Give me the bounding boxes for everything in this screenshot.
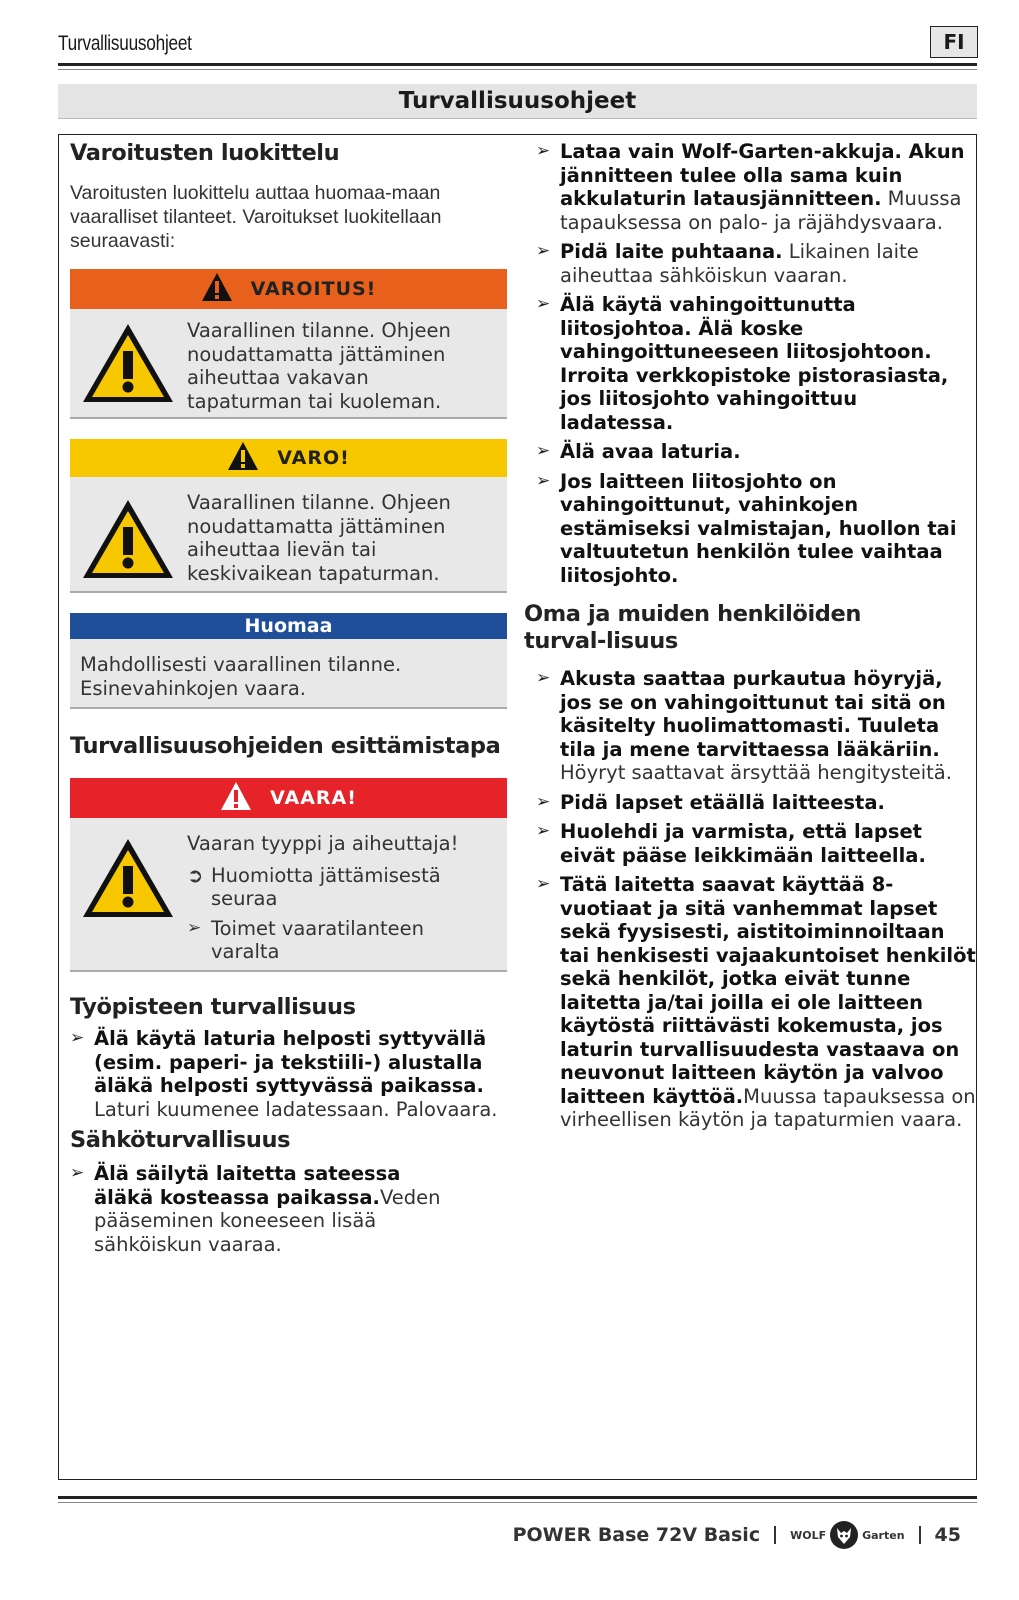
item-text: Veden pääseminen koneeseen lisää sähköiskun vaaraa. <box>94 1185 441 1256</box>
arrow-right-icon: ➲ <box>187 863 204 887</box>
warning-text <box>187 832 497 964</box>
item-bold: Pidä laite puhtaana. <box>560 240 783 263</box>
footer-separator <box>919 1526 921 1544</box>
item-bold: Huolehdi ja varmista, että lapset eivät pääse leikkimään laitteella. <box>560 820 926 867</box>
consequence-text: Huomiotta jättämisestä seuraa <box>211 863 441 910</box>
hazard-triangle-icon <box>80 321 176 409</box>
brand-left: WOLF <box>790 1528 827 1542</box>
brand-right: Garten <box>862 1528 905 1542</box>
electric-list <box>70 1162 460 1256</box>
brand-logo <box>790 1520 904 1550</box>
page-number: 45 <box>934 1524 961 1546</box>
warning-triangle-icon <box>227 441 259 476</box>
item-bold: Jos laitteen liitosjohto on vahingoittunut, vahinkojen estämiseksi valmistajan, huollon tai valtuutetun henkilön tulee vaihtaa liitosjohto. <box>560 469 957 587</box>
right-column <box>524 140 976 1138</box>
list-item <box>536 873 976 1132</box>
warning-header <box>70 439 507 477</box>
hazard-triangle-icon <box>80 497 176 585</box>
warning-header <box>70 778 507 818</box>
hazard-triangle-icon <box>80 836 176 924</box>
footer-rule-thin <box>58 1502 977 1503</box>
left-column <box>70 140 507 1262</box>
list-item <box>536 667 976 785</box>
header-rule-thin <box>58 69 977 70</box>
item-bold: Pidä lapset etäällä laitteesta. <box>560 790 885 814</box>
item-bold: Akusta saattaa purkautua höyryjä, jos se on vahingoittunut tai sitä on käsitelty huolimattomasti. Tuuleta tila ja mene tarvittaessa lääkäriin. <box>560 667 946 761</box>
list-item <box>536 293 976 434</box>
warning-body <box>70 477 507 593</box>
footer <box>513 1520 961 1550</box>
language-badge: FI <box>930 26 978 58</box>
warning-header <box>70 269 507 309</box>
warning-text: Vaarallinen tilanne. Ohjeen noudattamatta jättäminen aiheuttaa lievän tai keskivaikean tapaturman. <box>187 491 451 585</box>
notice-text: Mahdollisesti vaarallinen tilanne. Esinevahinkojen vaara. <box>70 639 507 709</box>
warning-box-vaara <box>70 778 507 972</box>
product-name: POWER Base 72V Basic <box>512 1524 761 1546</box>
classification-heading: Varoitusten luokittelu <box>70 140 340 166</box>
list-item <box>70 1027 507 1121</box>
warning-triangle-icon <box>201 272 233 307</box>
list-item <box>536 440 976 464</box>
consequence-line <box>187 864 497 911</box>
footer-separator <box>774 1526 776 1544</box>
section-title: Turvallisuusohjeet <box>58 84 977 119</box>
item-bold: Lataa vain Wolf-Garten-akkuja. Akun jännitteen tulee olla sama kuin akkulaturin latausjännitteen. <box>560 140 965 210</box>
arrowhead-icon: ➢ <box>187 917 202 938</box>
electric-heading: Sähköturvallisuus <box>70 1127 291 1153</box>
list-item <box>536 791 976 815</box>
list-item <box>536 140 976 234</box>
header-title: Turvallisuusohjeet <box>58 32 192 55</box>
personal-safety-list <box>536 667 976 1132</box>
item-text: Muussa tapauksessa on virheellisen käytön ja tapaturmien vaara. <box>560 1084 976 1131</box>
item-bold: Älä käytä vahingoittunutta liitosjohtoa. Älä koske vahingoittuneeseen liitosjohtoon. Irroita verkkopistoke pistorasiasta, jos liitosjohto vahingoittuu ladatessa. <box>560 293 949 434</box>
list-item <box>536 240 976 287</box>
item-bold: Tätä laitetta saavat käyttää 8-vuotiaat ja sitä vanhemmat lapset sekä fyysisesti, aistitoiminnoiltaan tai henkisesti vajaakuntoiset henkilöt sekä henkilöt, jotka eivät tunne laitetta ja/tai joilla ei ole laitteen käytöstä riittävästi kokemusta, jos laturin turvallisuudesta vastaava on neuvonut laitteen käytön ja valvoo laitteen käyttöä. <box>560 873 976 1108</box>
warning-triangle-icon <box>220 781 252 816</box>
electrical-safety-list <box>536 140 976 587</box>
classification-intro: Varoitusten luokittelu auttaa huomaa-maan vaaralliset tilanteet. Varoitukset luokitellaan seuraavasti: <box>70 182 442 252</box>
item-text: Höyryt saattavat ärsyttää hengitysteitä. <box>560 761 952 784</box>
hazard-type-line: Vaaran tyyppi ja aiheuttaja! <box>187 832 459 855</box>
footer-rule <box>58 1496 977 1499</box>
measure-line <box>187 917 497 964</box>
workplace-list <box>70 1027 507 1121</box>
header-rule <box>58 63 977 66</box>
warning-body <box>70 818 507 972</box>
item-bold: Älä avaa laturia. <box>560 440 741 463</box>
warning-text: Vaarallinen tilanne. Ohjeen noudattamatta jättäminen aiheuttaa vakavan tapaturman tai kuoleman. <box>187 319 451 413</box>
workplace-heading: Työpisteen turvallisuus <box>70 994 356 1020</box>
list-item <box>536 820 976 867</box>
item-bold: Älä käytä laturia helposti syttyvällä (esim. paperi- ja tekstiili-) alustalla äläkä helposti syttyvässä paikassa. <box>94 1027 487 1097</box>
warning-label: VAROITUS! <box>250 278 377 300</box>
personal-safety-heading: Oma ja muiden henkilöiden turval-lisuus <box>524 601 861 654</box>
notice-box-huomaa <box>70 613 507 709</box>
item-text: Muussa tapauksessa on palo- ja räjähdysvaara. <box>560 187 962 234</box>
measure-text: Toimet vaaratilanteen varalta <box>211 916 424 963</box>
warning-box-varo <box>70 439 507 593</box>
item-text: Laturi kuumenee ladatessaan. Palovaara. <box>94 1097 498 1121</box>
warning-label: VARO! <box>277 447 350 469</box>
warning-box-varoitus <box>70 269 507 419</box>
list-item <box>536 470 976 588</box>
notice-header: Huomaa <box>70 613 507 639</box>
item-bold: Älä säilytä laitetta sateessa äläkä kosteassa paikassa. <box>94 1162 401 1209</box>
presentation-heading: Turvallisuusohjeiden esittämistapa <box>70 733 501 759</box>
warning-body <box>70 309 507 419</box>
list-item <box>70 1162 460 1256</box>
wolf-head-icon <box>829 1520 859 1550</box>
item-text: Likainen laite aiheuttaa sähköiskun vaaran. <box>560 240 919 287</box>
warning-label: VAARA! <box>270 787 357 809</box>
